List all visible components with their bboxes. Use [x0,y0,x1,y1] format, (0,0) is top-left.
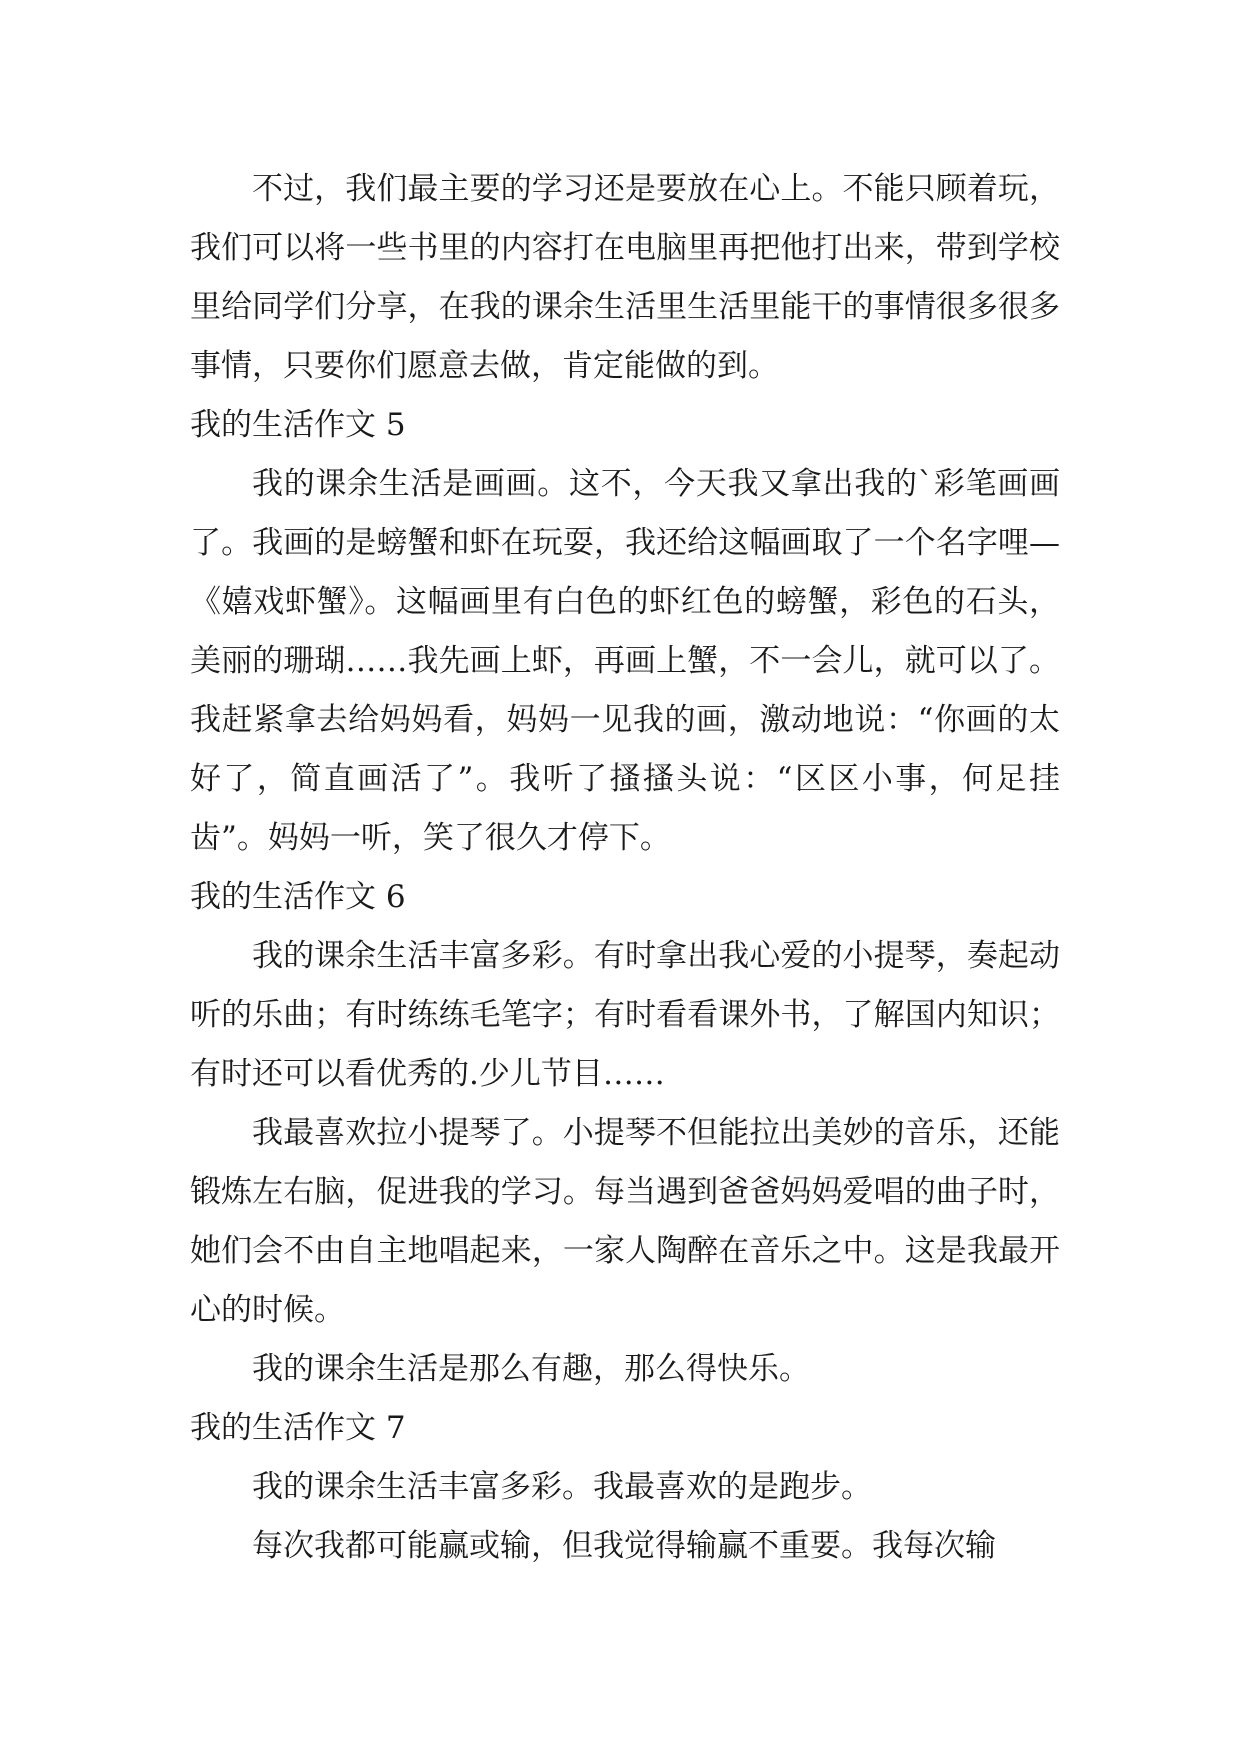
section-heading: 我的生活作文 6 [190,879,406,915]
paragraph: 我的课余生活丰富多彩。我最喜欢的是跑步。 [252,1469,872,1505]
paragraph: 每次我都可能赢或输，但我觉得输赢不重要。我每次输 [252,1528,996,1564]
paragraph: 不过，我们最主要的学习还是要放在心上。不能只顾着玩，我们可以将一些书里的内容打在电脑里再把他打出来，带到学校里给同学们分享，在我的课余生活里生活里能干的事情很多很多事情，只要你们愿意去做，肯定能做的到。 [190,171,1060,384]
document-page [190,160,1060,1576]
section-heading: 我的生活作文 5 [190,407,406,443]
paragraph: 我的课余生活是画画。这不，今天我又拿出我的`彩笔画画了。我画的是螃蟹和虾在玩耍，我还给这幅画取了一个名字哩—《嬉戏虾蟹》。这幅画里有白色的虾红色的螃蟹，彩色的石头，美丽的珊瑚……我先画上虾，再画上蟹，不一会儿，就可以了。我赶紧拿去给妈妈看，妈妈一见我的画，激动地说：“你画的太好了，简直画活了”。我听了搔搔头说：“区区小事，何足挂齿”。妈妈一听，笑了很久才停下。 [190,466,1060,856]
section-heading: 我的生活作文 7 [190,1410,406,1446]
paragraph: 我的课余生活丰富多彩。有时拿出我心爱的小提琴，奏起动听的乐曲；有时练练毛笔字；有时看看课外书，了解国内知识；有时还可以看优秀的.少儿节目…… [190,938,1060,1092]
paragraph: 我的课余生活是那么有趣，那么得快乐。 [252,1351,810,1387]
paragraph: 我最喜欢拉小提琴了。小提琴不但能拉出美妙的音乐，还能锻炼左右脑，促进我的学习。每当遇到爸爸妈妈爱唱的曲子时，她们会不由自主地唱起来，一家人陶醉在音乐之中。这是我最开心的时候。 [190,1115,1060,1328]
